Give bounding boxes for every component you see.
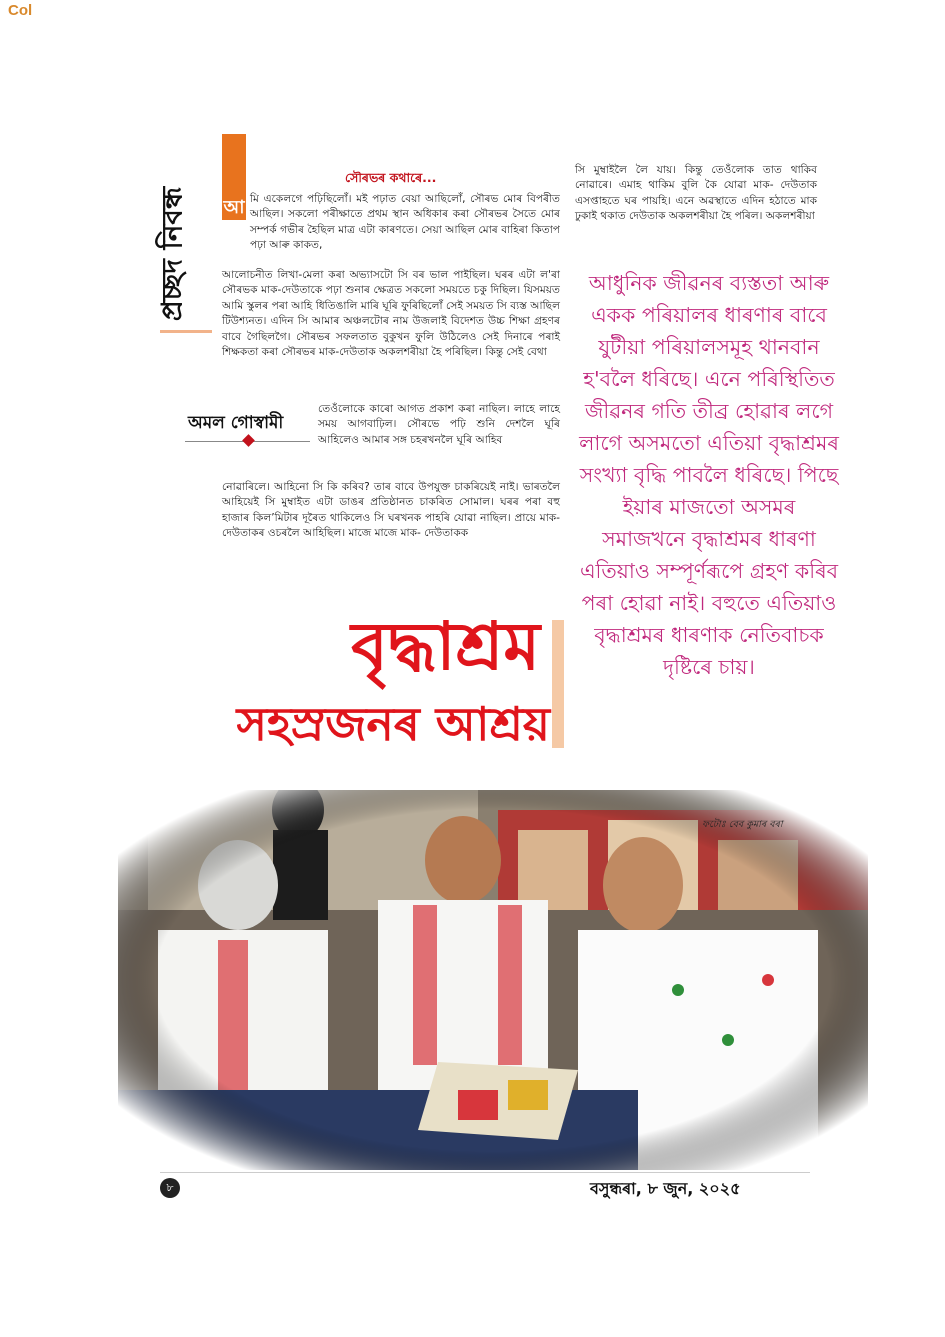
corner-mark: Col	[8, 2, 33, 19]
section-label	[150, 178, 198, 330]
body-paragraph-col2: সি মুম্বাইলৈ লৈ যায়। কিন্তু তেওঁলোক তাত থাকিব নোৱাৰে। এমাহ থাকিম বুলি কৈ যোৱা মাক- দেউতাক এসপ্তাহতে ঘৰ পায়হি। এনে অৱস্থাতে এদিন হঠাতে মাক ঢুকাই থকাত দেউতাক অকলশৰীয়া হৈ পৰিল। অকলশৰীয়া	[575, 164, 817, 223]
subheadline: সহস্ৰজনৰ আশ্ৰয়	[236, 697, 550, 751]
footer-rule	[160, 1172, 810, 1173]
author-byline: অমল গোস্বামী	[188, 413, 284, 433]
accent-bar	[222, 134, 246, 196]
body-paragraph-2: আলোচনীত লিখা-মেলা কৰা অভ্যাসটো সি বৰ ভাল পাইছিল। ঘৰৰ এটা ল'ৰা সৌৰভক মাক-দেউতাকে পঢ়া শুনাৰ ক্ষেত্ৰত সকলো সময়তে চকু দিছিল। যিসময়ত আমি স্কুলৰ পৰা আহি ধিতিঙালি মাৰি ঘূৰি ফুৰিছিলোঁ সেই সময়ত সি ব্যস্ত আছিল টিউশ্যনত। এদিন সি আমাৰ অঞ্চলটোৰ নাম উজলাই বিদেশত উচ্চ শিক্ষা গ্ৰহণৰ বাবে গৈছিলগৈ। সৌৰভৰ সফলতাত বুকুখন ফুলি উঠিলেও সেই দিনাৰে পৰাই শিক্ষকতা কৰা সৌৰভৰ মাক-দেউতাক অকলশৰীয়া হৈ পৰিছিল। কিন্তু সেই বেথা	[222, 269, 560, 359]
body-paragraph-3: তেওঁলোকে কাৰো আগত প্ৰকাশ কৰা নাছিল। লাহে লাহে সময় আগবাঢ়িল। সৌৰভে পঢ়ি শুনি দেশলৈ ঘূৰি আহিলেও আমাৰ সঙ্গ চহৰখনলৈ ঘূৰি আহিব	[318, 403, 560, 446]
title-accent-bar	[552, 620, 564, 748]
publication-line: বসুন্ধৰা, ৮ জুন, ২০২৫	[590, 1179, 741, 1198]
pull-quote: আধুনিক জীৱনৰ ব্যস্ততা আৰু একক পৰিয়ালৰ ধাৰণাৰ বাবে যুটীয়া পৰিয়ালসমূহ থানবান হ'বলৈ ধৰিছে। এনে পৰিস্থিতিত জীৱনৰ গতি তীব্ৰ হোৱাৰ লগে লাগে অসমতো এতিয়া বৃদ্ধাশ্ৰমৰ সংখ্যা বৃদ্ধি পাবলৈ ধৰিছে। পিছে ইয়াৰ মাজতো অসমৰ সমাজখনে বৃদ্ধাশ্ৰমৰ ধাৰণা এতিয়াও সম্পূৰ্ণৰূপে গ্ৰহণ কৰিব পৰা হোৱা নাই। বহুতে এতিয়াও বৃদ্ধাশ্ৰমৰ ধাৰণাক নেতিবাচক দৃষ্টিৰে চায়।	[579, 271, 839, 679]
drop-cap: আ	[223, 197, 245, 218]
photo-credit: ফটোঃ বেব কুমাৰ বৰা	[702, 819, 783, 830]
section-divider	[160, 330, 212, 333]
body-paragraph-4: নোৱাৰিলে। আহিনো সি কি কৰিব? তাৰ বাবে উপযুক্ত চাকৰিয়েই নাই। ভাৰতলৈ আহিয়েই সি মুম্বাইত এটা ডাঙৰ প্ৰতিষ্ঠানত চাকৰিত সোমাল। ঘৰৰ পৰা বহু হাজাৰ কিলʼমিটাৰ দূৰৈত থাকিলেও সি ঘৰখনক পাহৰি যোৱা নাছিল। প্ৰায়ে মাক-দেউতাকৰ ওচৰলৈ আহিছিল। মাজে মাজে মাক- দেউতাকক	[222, 481, 560, 540]
headline: বৃদ্ধাশ্ৰম	[351, 608, 540, 685]
page-number: ৮	[160, 1178, 180, 1198]
article-subhead: সৌৰভৰ কথাৰে...	[345, 170, 437, 185]
body-paragraph-1: মি একেলগে পঢ়িছিলোঁ। মই পঢ়াত বেয়া আছিলোঁ, সৌৰভ মোৰ বিপৰীত আছিল। সকলো পৰীক্ষাতে প্ৰথম স্থান অধিকাৰ কৰা সৌৰভৰ সৈতে মোৰ সম্পৰ্ক গভীৰ হৈছিল মাত্ৰ এটা কাৰণতে। সেয়া আছিল মোৰ বাহিৰা কিতাপ পঢ়া আৰু কাকত,	[250, 193, 560, 252]
feature-photo	[118, 790, 868, 1170]
section-label-text: প্ৰচ্ছদ নিবন্ধ	[155, 186, 189, 322]
